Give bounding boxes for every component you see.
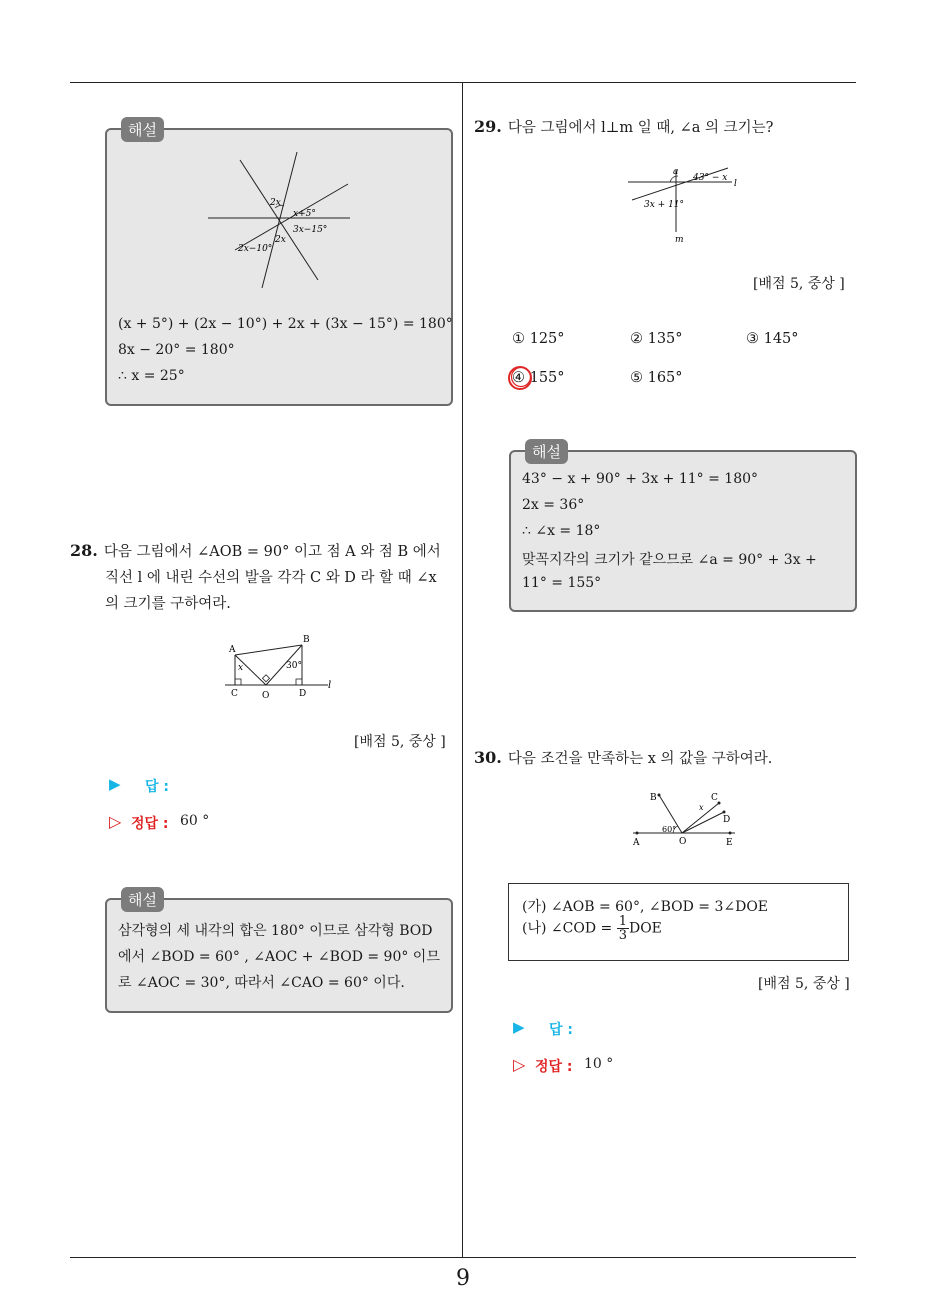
fig27-label: x+5° (293, 209, 316, 219)
fig28-point: O (262, 691, 270, 701)
conditions-box (508, 883, 849, 961)
solution-27-figure (200, 148, 360, 293)
fig28-point: C (231, 689, 238, 699)
fig30-point: B (650, 793, 657, 803)
answer-label: 답 : (145, 779, 169, 795)
choice-1[interactable] (512, 331, 565, 347)
fig29-top-label: 43° − x (693, 173, 728, 183)
fraction-denominator: 3 (618, 928, 627, 943)
condition-2-suffix: DOE (628, 920, 662, 937)
fig30-point: A (633, 838, 640, 848)
question-29-text: 다음 그림에서 l⊥m 일 때, ∠a 의 크기는? (507, 120, 774, 136)
solution-27-line: 8x − 20° = 180° (118, 342, 235, 358)
question-29-figure (620, 160, 760, 250)
fig28-angle-x: x (238, 663, 244, 673)
question-28-figure (220, 630, 350, 705)
choice-mark: ③ (746, 331, 759, 347)
question-30-text: 다음 조건을 만족하는 x 의 값을 구하여라. (507, 751, 773, 767)
solution-tab: 해설 (121, 887, 164, 912)
fig29-a: a (673, 167, 679, 177)
key-arrow-icon: ▷ (109, 812, 122, 831)
fig30-angle-60: 60° (662, 825, 677, 834)
condition-1: (가) ∠AOB = 60°, ∠BOD = 3∠DOE (522, 899, 769, 915)
fig28-point: A (229, 645, 236, 655)
question-28 (70, 538, 458, 617)
solution-28-line: 로 ∠AOC = 30°, 따라서 ∠CAO = 60° 이다. (118, 975, 405, 991)
key-label: 정답 : (535, 1059, 573, 1075)
choice-value: 145° (763, 331, 799, 347)
answer-30-value: 10 ° (584, 1056, 614, 1072)
solution-28-line: 삼각형의 세 내각의 합은 180° 이므로 삼각형 BOD (118, 923, 433, 939)
choice-value: 165° (647, 370, 683, 386)
solution-28-line: 에서 ∠BOD = 60° , ∠AOC + ∠BOD = 90° 이므 (118, 949, 440, 965)
question-30-figure (625, 785, 755, 855)
question-28-text: 직선 l 에 내린 수선의 발을 각각 C 와 D 라 할 때 ∠x (105, 570, 437, 586)
choice-mark: ⑤ (630, 370, 643, 386)
fig29-l: l (734, 179, 737, 189)
answer-label: 답 : (549, 1022, 573, 1038)
fig30-point: D (723, 815, 731, 825)
question-number: 29. (474, 117, 502, 136)
fig27-label: 2x (270, 198, 281, 208)
solution-tab: 해설 (525, 439, 568, 464)
question-28-text: 의 크기를 구하여라. (105, 596, 231, 612)
choice-2[interactable] (630, 331, 683, 347)
choice-mark: ④ (512, 370, 525, 386)
choice-mark: ① (512, 331, 525, 347)
answer-arrow-icon: ▶ (513, 1018, 525, 1036)
question-30 (474, 745, 772, 772)
answer-arrow-icon: ▶ (109, 775, 121, 793)
points-28: [배점 5, 중상 ] (354, 734, 446, 750)
selected-choice-circle-icon (506, 363, 536, 393)
question-number: 30. (474, 748, 502, 767)
fig28-line-label: l (328, 680, 332, 691)
fig28-angle-30: 30° (286, 661, 302, 671)
solution-tab: 해설 (121, 117, 164, 142)
fig28-point: D (299, 689, 307, 699)
solution-27-line: ∴ x = 25° (118, 368, 185, 384)
fig30-point: E (726, 838, 733, 848)
solution-29-line: 맞꼭지각의 크기가 같으므로 ∠a = 90° + 3x + (522, 552, 817, 568)
solution-29-line: ∴ ∠x = 18° (522, 523, 601, 539)
question-number: 28. (70, 541, 98, 560)
choice-3[interactable] (746, 331, 799, 347)
points-29: [배점 5, 중상 ] (753, 276, 845, 292)
fig29-m: m (675, 235, 684, 245)
choice-5[interactable] (630, 370, 683, 386)
fraction (617, 915, 629, 942)
question-28-text: 다음 그림에서 ∠AOB = 90° 이고 점 A 와 점 B 에서 (103, 544, 441, 560)
key-arrow-icon: ▷ (513, 1055, 526, 1074)
solution-29-line: 2x = 36° (522, 497, 585, 513)
fraction-numerator: 1 (618, 914, 627, 929)
solution-29-line: 43° − x + 90° + 3x + 11° = 180° (522, 471, 759, 487)
key-label: 정답 : (131, 816, 169, 832)
fig27-label: 2x (275, 235, 286, 245)
column-divider (462, 83, 463, 1258)
question-29 (474, 114, 773, 141)
fig30-angle-x: x (699, 803, 704, 812)
bottom-rule (70, 1257, 856, 1258)
condition-2-prefix: (나) ∠COD = (522, 920, 613, 937)
solution-29-line: 11° = 155° (522, 575, 602, 591)
answer-28-value: 60 ° (180, 813, 210, 829)
fig30-point: C (711, 793, 718, 803)
fig27-label: 2x−10° (238, 244, 273, 254)
fig29-bottom-label: 3x + 11° (644, 200, 685, 210)
choice-mark: ② (630, 331, 643, 347)
fig27-label: 3x−15° (293, 225, 328, 235)
fig28-point: B (303, 635, 310, 645)
choice-value: 155° (529, 370, 565, 386)
page-number: 9 (456, 1266, 470, 1291)
choice-value: 125° (529, 331, 565, 347)
condition-2 (522, 915, 662, 942)
points-30: [배점 5, 중상 ] (758, 976, 850, 992)
solution-27-line: (x + 5°) + (2x − 10°) + 2x + (3x − 15°) = 180° (118, 316, 453, 332)
choice-value: 135° (647, 331, 683, 347)
fig30-point: O (679, 837, 687, 847)
